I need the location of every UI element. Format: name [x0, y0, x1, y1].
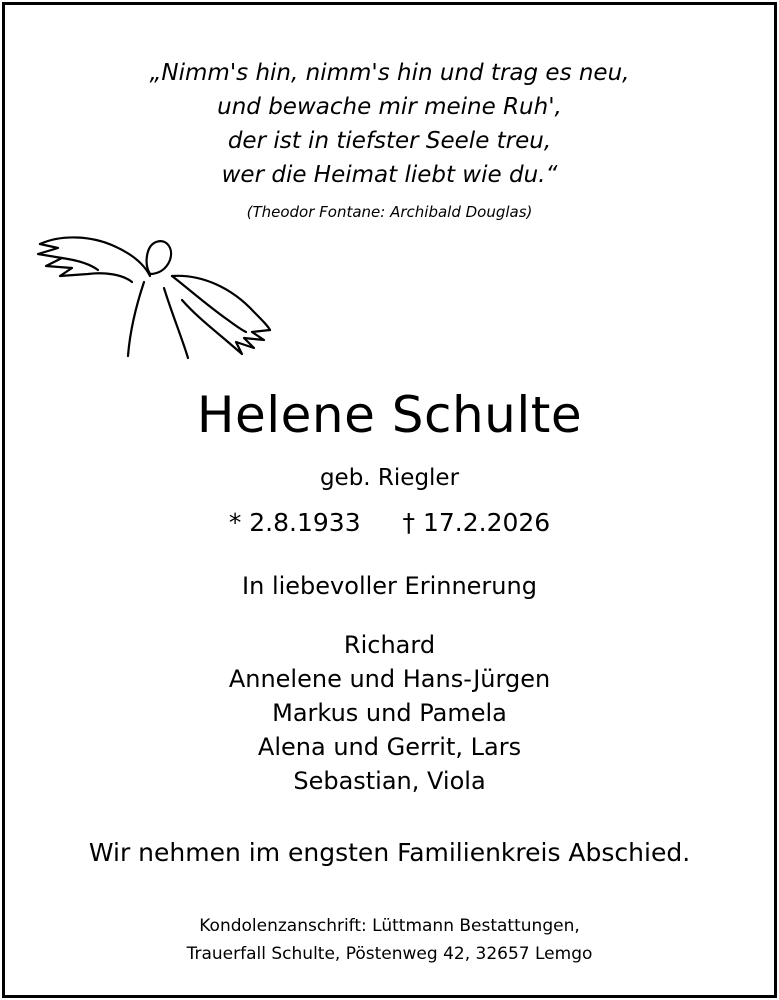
- life-dates: [0, 508, 779, 537]
- family-member: Markus und Pamela: [272, 699, 507, 727]
- death-date: 17.2.2026: [422, 508, 551, 537]
- quote-block: [0, 56, 779, 192]
- condolence-address: [0, 912, 779, 968]
- quote-line: wer die Heimat liebt wie du.“: [221, 162, 558, 188]
- address-line: Kondolenzanschrift: Lüttmann Bestattungen,: [199, 916, 580, 936]
- quote-line: „Nimm's hin, nimm's hin und trag es neu,: [149, 60, 630, 86]
- birth-symbol: *: [228, 508, 242, 537]
- birth-date: 2.8.1933: [249, 508, 361, 537]
- farewell-line: Wir nehmen im engsten Familienkreis Abschied.: [88, 838, 691, 867]
- quote-source: (Theodor Fontane: Archibald Douglas): [246, 203, 533, 221]
- family-member: Alena und Gerrit, Lars: [257, 733, 522, 761]
- deceased-name: Helene Schulte: [196, 386, 583, 444]
- family-list: [0, 628, 779, 798]
- address-line: Trauerfall Schulte, Pöstenweg 42, 32657 Lemgo: [186, 944, 593, 964]
- family-member: Richard: [343, 631, 436, 659]
- family-member: Sebastian, Viola: [293, 767, 486, 795]
- memory-line: In liebevoller Erinnerung: [242, 572, 537, 600]
- family-member: Annelene und Hans-Jürgen: [228, 665, 551, 693]
- death-symbol: †: [402, 508, 415, 537]
- angel-icon: [32, 230, 272, 370]
- quote-line: der ist in tiefster Seele treu,: [227, 128, 552, 154]
- born-name: geb. Riegler: [319, 465, 460, 491]
- quote-line: und bewache mir meine Ruh',: [217, 94, 562, 120]
